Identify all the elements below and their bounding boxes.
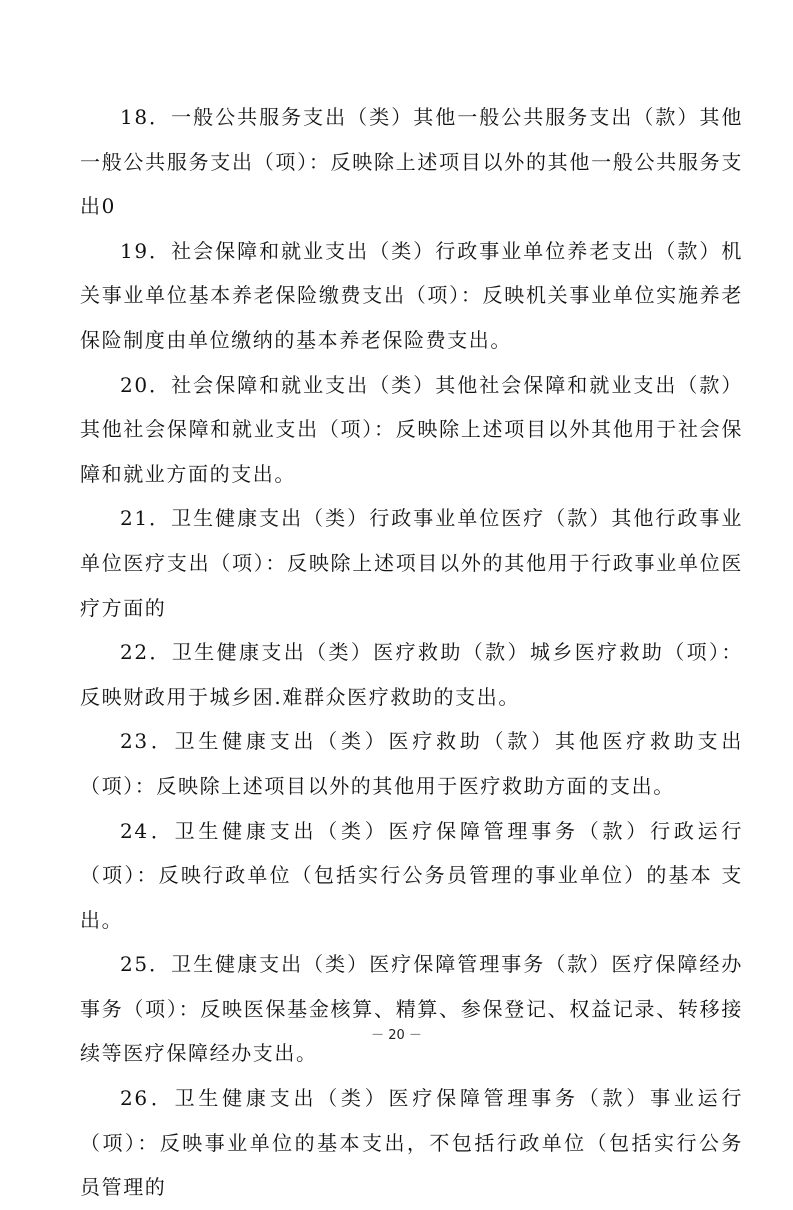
paragraph-21: 21．卫生健康支出（类）行政事业单位医疗（款）其他行政事业单位医疗支出（项）：反映除上述项目以外的其他用于行政事业单位医疗方面的	[80, 506, 743, 620]
paragraph-22: 22．卫生健康支出（类）医疗救助（款）城乡医疗救助（项）：反映财政用于城乡困.难群众医疗救助的支出。	[80, 640, 743, 709]
paragraph-25: 25．卫生健康支出（类）医疗保障管理事务（款）医疗保障经办事务（项）：反映医保基金核算、精算、参保登记、权益记录、转移接续等医疗保障经办支出。	[80, 952, 743, 1066]
paragraph-23: 23．卫生健康支出（类）医疗救助（款）其他医疗救助支出（项）：反映除上述项目以外的其他用于医疗救助方面的支出。	[80, 729, 743, 798]
paragraph-19: 19．社会保障和就业支出（类）行政事业单位养老支出（款）机关事业单位基本养老保险缴费支出（项）：反映机关事业单位实施养老保险制度由单位缴纳的基本养老保险费支出。	[80, 238, 743, 352]
paragraph-18: 18．一般公共服务支出（类）其他一般公共服务支出（款）其他一般公共服务支出（项）：反映除上述项目以外的其他一般公共服务支出0	[80, 105, 743, 219]
paragraph-24: 24．卫生健康支出（类）医疗保障管理事务（款）行政运行（项）：反映行政单位（包括实行公务员管理的事业单位）的基本 支出。	[80, 818, 743, 932]
paragraph-26: 26．卫生健康支出（类）医疗保障管理事务（款）事业运行（项）：反映事业单位的基本支出，不包括行政单位（包括实行公务 员管理的	[80, 1086, 743, 1200]
paragraph-20: 20．社会保障和就业支出（类）其他社会保障和就业支出（款）其他社会保障和就业支出（项）：反映除上述项目以外其他用于社会保障和就业方面的支出。	[80, 372, 743, 486]
page-number: － 20 －	[371, 1028, 422, 1043]
